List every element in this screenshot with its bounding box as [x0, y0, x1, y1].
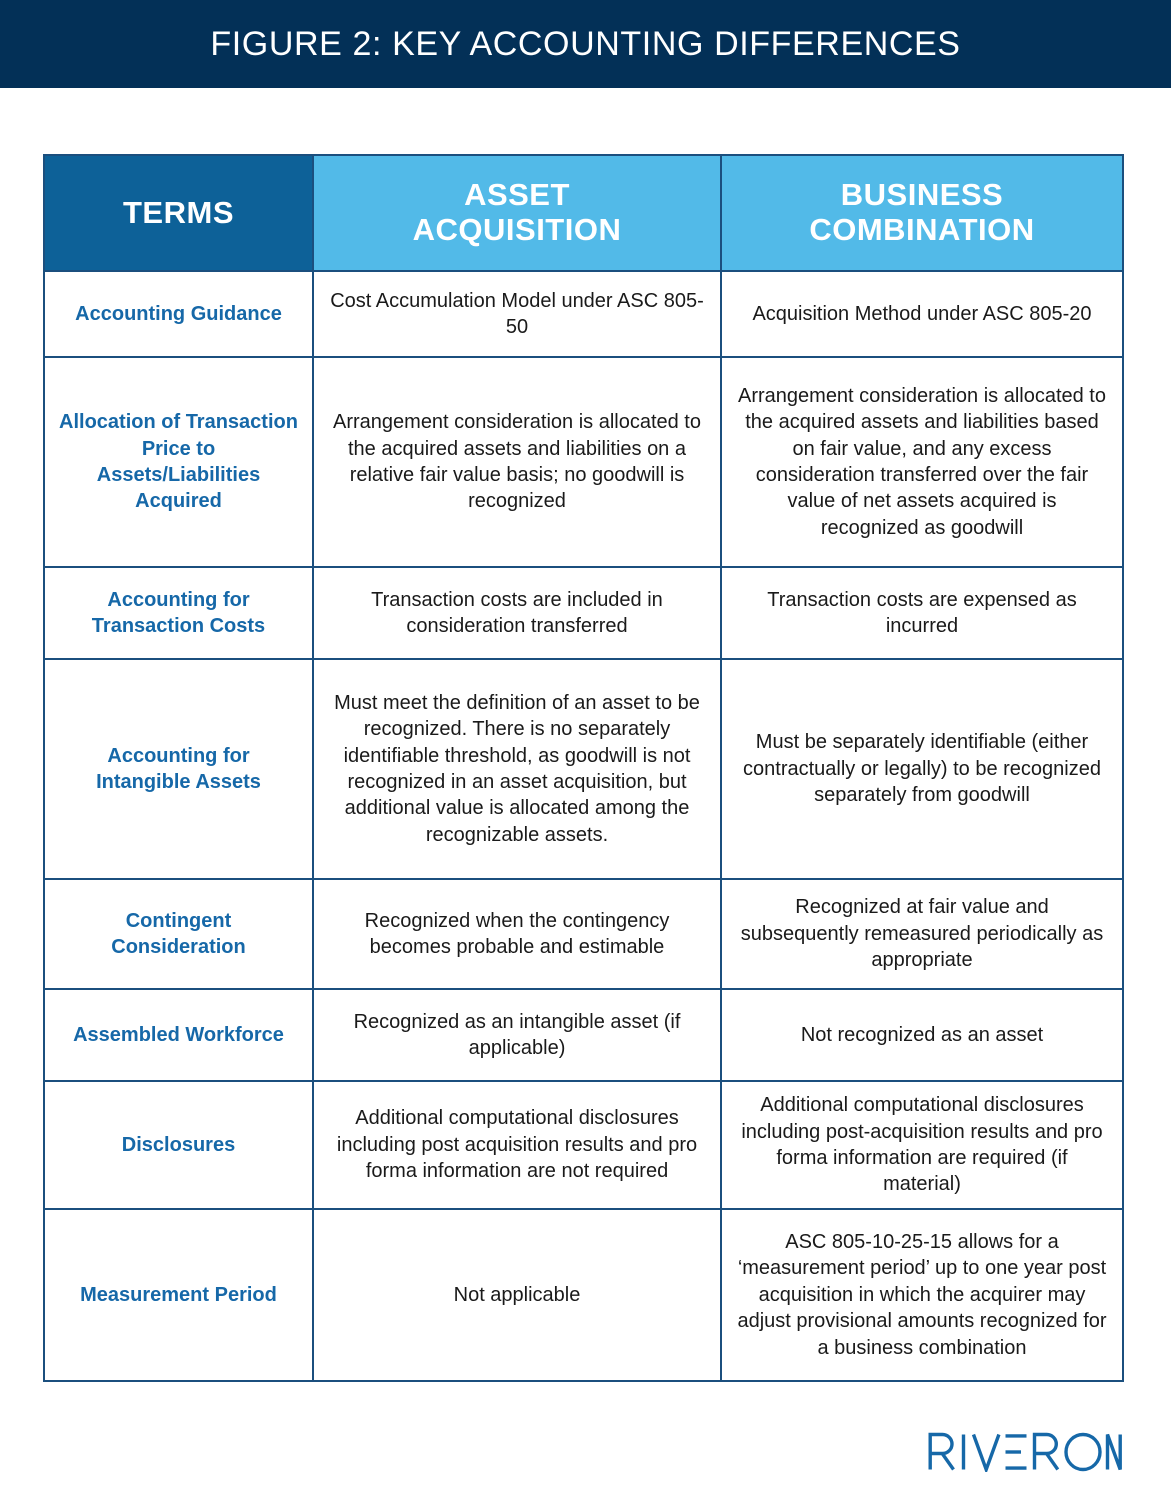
table-row [44, 567, 1123, 659]
row-business-combination-value: Acquisition Method under ASC 805-20 [721, 271, 1123, 357]
row-term-label: Allocation of Transaction Price to Assets/Liabilities Acquired [44, 357, 313, 567]
row-business-combination-value: Arrangement consideration is allocated to the acquired assets and liabilities based on fair value, and any excess consideration transferred over the fair value of net assets acquired is recognized as goodwill [721, 357, 1123, 567]
row-asset-acquisition-value: Recognized as an intangible asset (if applicable) [313, 989, 721, 1081]
table-body [44, 271, 1123, 1381]
row-term-label: Assembled Workforce [44, 989, 313, 1081]
row-term-label: Accounting for Intangible Assets [44, 659, 313, 879]
table-header [44, 155, 1123, 271]
row-business-combination-value: Must be separately identifiable (either contractually or legally) to be recognized separately from goodwill [721, 659, 1123, 879]
table-header-row [44, 155, 1123, 271]
page-title: FIGURE 2: KEY ACCOUNTING DIFFERENCES [210, 25, 961, 63]
table-row [44, 1081, 1123, 1209]
row-asset-acquisition-value: Cost Accumulation Model under ASC 805-50 [313, 271, 721, 357]
riveron-logo [927, 1432, 1123, 1472]
row-business-combination-value: Transaction costs are expensed as incurred [721, 567, 1123, 659]
table-row [44, 357, 1123, 567]
row-term-label: Accounting for Transaction Costs [44, 567, 313, 659]
row-asset-acquisition-value: Must meet the definition of an asset to be recognized. There is no separately identifiable threshold, as goodwill is not recognized in an asset acquisition, but additional value is allocated among the recognizable assets. [313, 659, 721, 879]
table-row [44, 989, 1123, 1081]
row-term-label: Accounting Guidance [44, 271, 313, 357]
column-header-asset-acquisition-line1: ASSET [464, 177, 570, 213]
column-header-business-combination-line1: BUSINESS [840, 177, 1004, 213]
key-accounting-differences-table [43, 154, 1124, 1382]
comparison-table-container [43, 154, 1122, 1382]
table-row [44, 1209, 1123, 1381]
row-asset-acquisition-value: Transaction costs are included in consideration transferred [313, 567, 721, 659]
riveron-wordmark-icon [927, 1432, 1123, 1472]
column-header-business-combination-line2: COMBINATION [809, 212, 1035, 247]
table-row [44, 879, 1123, 989]
row-business-combination-value: Not recognized as an asset [721, 989, 1123, 1081]
row-term-label: Contingent Consideration [44, 879, 313, 989]
table-row [44, 659, 1123, 879]
row-asset-acquisition-value: Not applicable [313, 1209, 721, 1381]
figure-title-banner [0, 0, 1171, 88]
row-business-combination-value: ASC 805-10-25-15 allows for a ‘measurement period’ up to one year post acquisition in which the acquirer may adjust provisional amounts recognized for a business combination [721, 1209, 1123, 1381]
table-row [44, 271, 1123, 357]
row-business-combination-value: Additional computational disclosures including post-acquisition results and pro forma information are required (if material) [721, 1081, 1123, 1209]
column-header-terms: TERMS [44, 155, 313, 271]
row-term-label: Disclosures [44, 1081, 313, 1209]
row-business-combination-value: Recognized at fair value and subsequently remeasured periodically as appropriate [721, 879, 1123, 989]
row-asset-acquisition-value: Additional computational disclosures including post acquisition results and pro forma information are not required [313, 1081, 721, 1209]
row-asset-acquisition-value: Arrangement consideration is allocated to the acquired assets and liabilities on a relative fair value basis; no goodwill is recognized [313, 357, 721, 567]
column-header-business-combination [721, 155, 1123, 271]
column-header-asset-acquisition [313, 155, 721, 271]
row-term-label: Measurement Period [44, 1209, 313, 1381]
column-header-asset-acquisition-line2: ACQUISITION [412, 212, 622, 247]
row-asset-acquisition-value: Recognized when the contingency becomes probable and estimable [313, 879, 721, 989]
